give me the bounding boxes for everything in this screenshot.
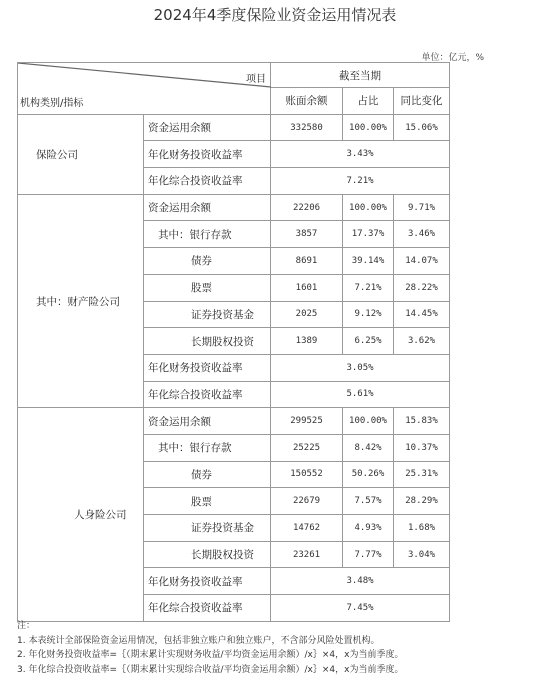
note-1: 1. 本表统计全部保险资金运用情况，包括非独立账户和独立账户，不含部分风险处置机构。 xyxy=(17,635,380,646)
yoy-cell: 15.83% xyxy=(394,408,450,435)
header-share: 占比 xyxy=(343,88,394,115)
share-cell: 8.42% xyxy=(343,434,394,461)
share-cell: 39.14% xyxy=(343,248,394,275)
balance-cell: 3857 xyxy=(271,221,343,248)
note-3: 3. 年化综合投资收益率=｛（期末累计实现综合收益/平均资金运用余额）/x｝×4，x为当前季度。 xyxy=(17,664,404,675)
share-cell: 7.57% xyxy=(343,488,394,515)
yoy-cell: 28.22% xyxy=(394,274,450,301)
org-life: 人身险公司 xyxy=(18,408,144,622)
yoy-cell: 10.37% xyxy=(394,434,450,461)
indicator-label: 股票 xyxy=(144,274,271,301)
table-row xyxy=(18,194,450,221)
share-cell: 100.00% xyxy=(343,194,394,221)
balance-cell: 332580 xyxy=(271,114,343,141)
header-item-label: 项目 xyxy=(246,74,266,85)
share-cell: 50.26% xyxy=(343,461,394,488)
balance-cell: 22679 xyxy=(271,488,343,515)
merged-value-cell: 3.05% xyxy=(271,354,450,381)
yoy-cell: 9.71% xyxy=(394,194,450,221)
share-cell: 6.25% xyxy=(343,328,394,355)
indicator-label: 年化财务投资收益率 xyxy=(144,141,271,168)
merged-value-cell: 7.45% xyxy=(271,595,450,622)
balance-cell: 14762 xyxy=(271,515,343,542)
merged-value-cell: 5.61% xyxy=(271,381,450,408)
share-cell: 4.93% xyxy=(343,515,394,542)
yoy-cell: 3.04% xyxy=(394,541,450,568)
share-cell: 17.37% xyxy=(343,221,394,248)
balance-cell: 8691 xyxy=(271,248,343,275)
yoy-cell: 3.62% xyxy=(394,328,450,355)
indicator-label: 其中：银行存款 xyxy=(144,434,271,461)
notes xyxy=(17,619,537,677)
balance-cell: 299525 xyxy=(271,408,343,435)
org-property: 其中：财产险公司 xyxy=(18,194,144,408)
header-diagonal-cell xyxy=(18,63,271,115)
indicator-label: 债券 xyxy=(144,248,271,275)
share-cell: 7.77% xyxy=(343,541,394,568)
balance-cell: 1389 xyxy=(271,328,343,355)
balance-cell: 22206 xyxy=(271,194,343,221)
balance-cell: 1601 xyxy=(271,274,343,301)
indicator-label: 年化综合投资收益率 xyxy=(144,168,271,195)
yoy-cell: 14.45% xyxy=(394,301,450,328)
header-row-1 xyxy=(18,63,450,88)
page-title: 2024年4季度保险业资金运用情况表 xyxy=(153,6,397,24)
share-cell: 100.00% xyxy=(343,408,394,435)
indicator-label: 年化综合投资收益率 xyxy=(144,595,271,622)
balance-cell: 150552 xyxy=(271,461,343,488)
indicator-label: 股票 xyxy=(144,488,271,515)
indicator-label: 证券投资基金 xyxy=(144,301,271,328)
indicator-label: 长期股权投资 xyxy=(144,328,271,355)
yoy-cell: 1.68% xyxy=(394,515,450,542)
indicator-label: 资金运用余额 xyxy=(144,194,271,221)
unit-label: 单位：亿元，% xyxy=(421,53,484,63)
yoy-cell: 25.31% xyxy=(394,461,450,488)
yoy-cell: 3.46% xyxy=(394,221,450,248)
yoy-cell: 14.07% xyxy=(394,248,450,275)
indicator-label: 年化综合投资收益率 xyxy=(144,381,271,408)
header-period: 截至当期 xyxy=(271,63,450,88)
merged-value-cell: 3.48% xyxy=(271,568,450,595)
header-org-label: 机构类别/指标 xyxy=(20,97,84,109)
indicator-label: 债券 xyxy=(144,461,271,488)
fund-table xyxy=(17,62,450,622)
indicator-label: 资金运用余额 xyxy=(144,114,271,141)
header-balance: 账面余额 xyxy=(271,88,343,115)
table-row xyxy=(18,408,450,435)
merged-value-cell: 7.21% xyxy=(271,168,450,195)
yoy-cell: 28.29% xyxy=(394,488,450,515)
share-cell: 9.12% xyxy=(343,301,394,328)
indicator-label: 证券投资基金 xyxy=(144,515,271,542)
balance-cell: 25225 xyxy=(271,434,343,461)
indicator-label: 资金运用余额 xyxy=(144,408,271,435)
notes-heading: 注： xyxy=(17,621,36,631)
merged-value-cell: 3.43% xyxy=(271,141,450,168)
balance-cell: 23261 xyxy=(271,541,343,568)
table-row xyxy=(18,114,450,141)
indicator-label: 年化财务投资收益率 xyxy=(144,568,271,595)
org-insurance: 保险公司 xyxy=(18,114,144,194)
balance-cell: 2025 xyxy=(271,301,343,328)
indicator-label: 长期股权投资 xyxy=(144,541,271,568)
share-cell: 100.00% xyxy=(343,114,394,141)
note-2: 2. 年化财务投资收益率=｛（期末累计实现财务收益/平均资金运用余额）/x｝×4，x为当前季度。 xyxy=(17,650,404,660)
header-yoy: 同比变化 xyxy=(394,88,450,115)
share-cell: 7.21% xyxy=(343,274,394,301)
yoy-cell: 15.06% xyxy=(394,114,450,141)
indicator-label: 年化财务投资收益率 xyxy=(144,354,271,381)
indicator-label: 其中：银行存款 xyxy=(144,221,271,248)
